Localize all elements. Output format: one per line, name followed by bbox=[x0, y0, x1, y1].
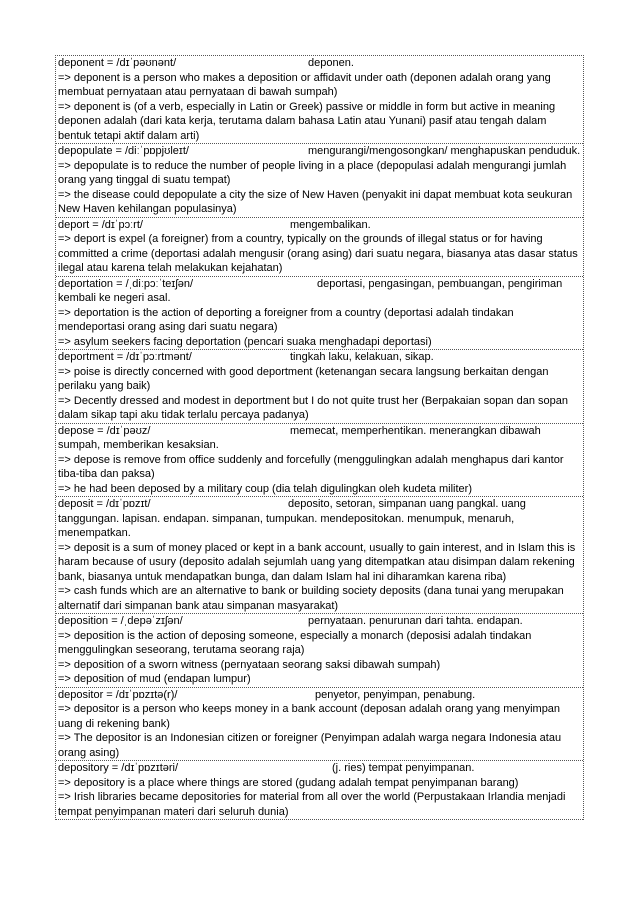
entry-headline bbox=[58, 144, 582, 159]
dictionary-entry bbox=[56, 424, 583, 498]
dictionary-entry bbox=[56, 144, 583, 218]
entry-word-pronunciation: depopulate = /diːˈpɒpjʊleɪt/ bbox=[58, 145, 189, 157]
entry-headline bbox=[58, 497, 582, 541]
entry-word-pronunciation: depose = /dɪˈpəʊz/ bbox=[58, 424, 151, 437]
dictionary-document bbox=[55, 55, 584, 820]
entry-word-pronunciation: deposition = /ˌdepəˈzɪʃən/ bbox=[58, 615, 183, 627]
entry-example-line: => deport is expel (a foreigner) from a country, typically on the grounds of illegal status or for having committed a crime (deportasi adalah mengusir (orang asing) dari suatu negara, biasanya atas dasar status ilegal atau karena telah melakukan kejahatan) bbox=[58, 233, 578, 274]
entry-example-line: => deposition of mud (endapan lumpur) bbox=[58, 673, 251, 685]
entry-word-pronunciation: depositor = /dɪˈpɒzɪtə(r)/ bbox=[58, 688, 178, 701]
entry-example-line: => deposition of a sworn witness (pernyataan seorang saksi dibawah sumpah) bbox=[58, 658, 441, 671]
entry-example-line: => The depositor is an Indonesian citizen or foreigner (Penyimpan adalah warga negara Indonesia atau orang asing) bbox=[58, 732, 562, 759]
entry-word-pronunciation: deposit = /dɪˈpɒzɪt/ bbox=[58, 498, 151, 510]
entry-meaning: penyetor, penyimpan, penabung. bbox=[315, 688, 476, 701]
entry-headline bbox=[58, 350, 582, 365]
entry-example-line: => deposit is a sum of money placed or kept in a bank account, usually to gain interest, and in Islam this is haram because of usury (deposito adalah sejumlah uang yang ditempatkan atau disimpan dalam rekening bank, biasanya untuk mendapatkan bunga, dan dalam Islam hal ini diharamkan karena riba) bbox=[58, 541, 576, 583]
dictionary-entry bbox=[56, 218, 583, 277]
entry-example-line: => the disease could depopulate a city the size of New Haven (penyakit ini dapat membuat kota seukuran New Haven kehilangan populasinya) bbox=[58, 188, 573, 215]
dictionary-entry bbox=[56, 56, 583, 144]
entry-meaning: deposito, setoran, simpanan uang pangkal. uang tanggungan. lapisan. endapan. simpanan, tumpukan. mendepositokan. menumpuk, menaruh, menempatkan. bbox=[58, 498, 526, 539]
entry-meaning: deportasi, pengasingan, pembuangan, pengiriman kembali ke negeri asal. bbox=[58, 277, 563, 304]
entry-meaning: pernyataan. penurunan dari tahta. endapan. bbox=[308, 615, 523, 627]
entry-headline bbox=[58, 424, 582, 453]
dictionary-entry bbox=[56, 614, 583, 688]
entry-word-pronunciation: deportment = /dɪˈpɔːrtmənt/ bbox=[58, 351, 192, 363]
entry-meaning: deponen. bbox=[308, 57, 354, 69]
entry-headline bbox=[58, 688, 582, 703]
entry-meaning: tingkah laku, kelakuan, sikap. bbox=[290, 351, 434, 363]
entry-example-line: => Irish libraries became depositories for material from all over the world (Perpustakaan Irlandia menjadi tempat penyimpanan materi dari seluruh dunia) bbox=[58, 791, 566, 818]
dictionary-entry bbox=[56, 350, 583, 424]
dictionary-entry bbox=[56, 761, 583, 820]
entry-meaning: mengurangi/mengosongkan/ menghapuskan penduduk. bbox=[308, 145, 581, 157]
entry-headline bbox=[58, 761, 582, 776]
entry-headline bbox=[58, 277, 582, 306]
entry-headline bbox=[58, 218, 582, 233]
entry-word-pronunciation: deponent = /dɪˈpəʊnənt/ bbox=[58, 57, 177, 69]
entry-example-line: => poise is directly concerned with good deportment (ketenangan secara langsung berkaitan dengan perilaku yang baik) bbox=[58, 365, 549, 392]
entry-example-line: => deponent is a person who makes a deposition or affidavit under oath (deponen adalah orang yang membuat pernyataan atau pernyataan di bawah sumpah) bbox=[58, 71, 551, 98]
entry-word-pronunciation: deport = /dɪˈpɔːrt/ bbox=[58, 218, 143, 231]
entry-meaning: (j. ries) tempat penyimpanan. bbox=[332, 762, 475, 774]
dictionary-entry bbox=[56, 277, 583, 351]
entry-example-line: => depository is a place where things are stored (gudang adalah tempat penyimpanan barang) bbox=[58, 776, 519, 789]
entry-example-line: => Decently dressed and modest in deportment but I do not quite trust her (Berpakaian sopan dan sopan dalam sikap tapi aku tidak terlalu percaya padanya) bbox=[58, 394, 568, 421]
entry-example-line: => depose is remove from office suddenly and forcefully (menggulingkan adalah menghapus dari kantor tiba-tiba dan paksa) bbox=[58, 453, 564, 480]
entry-meaning: mengembalikan. bbox=[290, 218, 371, 231]
entry-example-line: => deportation is the action of deporting a foreigner from a country (deportasi adalah tindakan mendeportasi orang asing dari suatu negara) bbox=[58, 306, 514, 333]
entry-headline bbox=[58, 56, 582, 71]
entry-example-line: => he had been deposed by a military coup (dia telah digulingkan oleh kudeta militer) bbox=[58, 482, 472, 495]
entry-example-line: => depopulate is to reduce the number of people living in a place (depopulasi adalah mengurangi jumlah orang yang tinggal di suatu tempat) bbox=[58, 159, 567, 186]
entry-meaning: memecat, memperhentikan. menerangkan dibawah sumpah, memberikan kesaksian. bbox=[58, 424, 541, 451]
entry-example-line: => depositor is a person who keeps money in a bank account (deposan adalah orang yang menyimpan uang di rekening bank) bbox=[58, 703, 561, 730]
entry-word-pronunciation: depository = /dɪˈpɒzɪtəri/ bbox=[58, 762, 179, 774]
entry-headline bbox=[58, 614, 582, 629]
entry-example-line: => cash funds which are an alternative to bank or building society deposits (dana tunai yang merupakan alternatif dari simpanan bank atau simpanan masyarakat) bbox=[58, 585, 564, 612]
entry-word-pronunciation: deportation = /ˌdiːpɔːˈteɪʃən/ bbox=[58, 277, 194, 290]
entry-example-line: => asylum seekers facing deportation (pencari suaka menghadapi deportasi) bbox=[58, 335, 432, 348]
dictionary-entry bbox=[56, 688, 583, 762]
entry-example-line: => deponent is (of a verb, especially in Latin or Greek) passive or middle in form but active in meaning deponen adalah (dari kata kerja, terutama dalam bahasa Latin atau Yunani) pasif atau tengah dalam bentuk tetapi aktif dalam arti) bbox=[58, 100, 556, 142]
entry-example-line: => deposition is the action of deposing someone, especially a monarch (deposisi adalah tindakan menggulingkan seseorang, terutama seorang raja) bbox=[58, 629, 532, 656]
dictionary-entry bbox=[56, 497, 583, 614]
